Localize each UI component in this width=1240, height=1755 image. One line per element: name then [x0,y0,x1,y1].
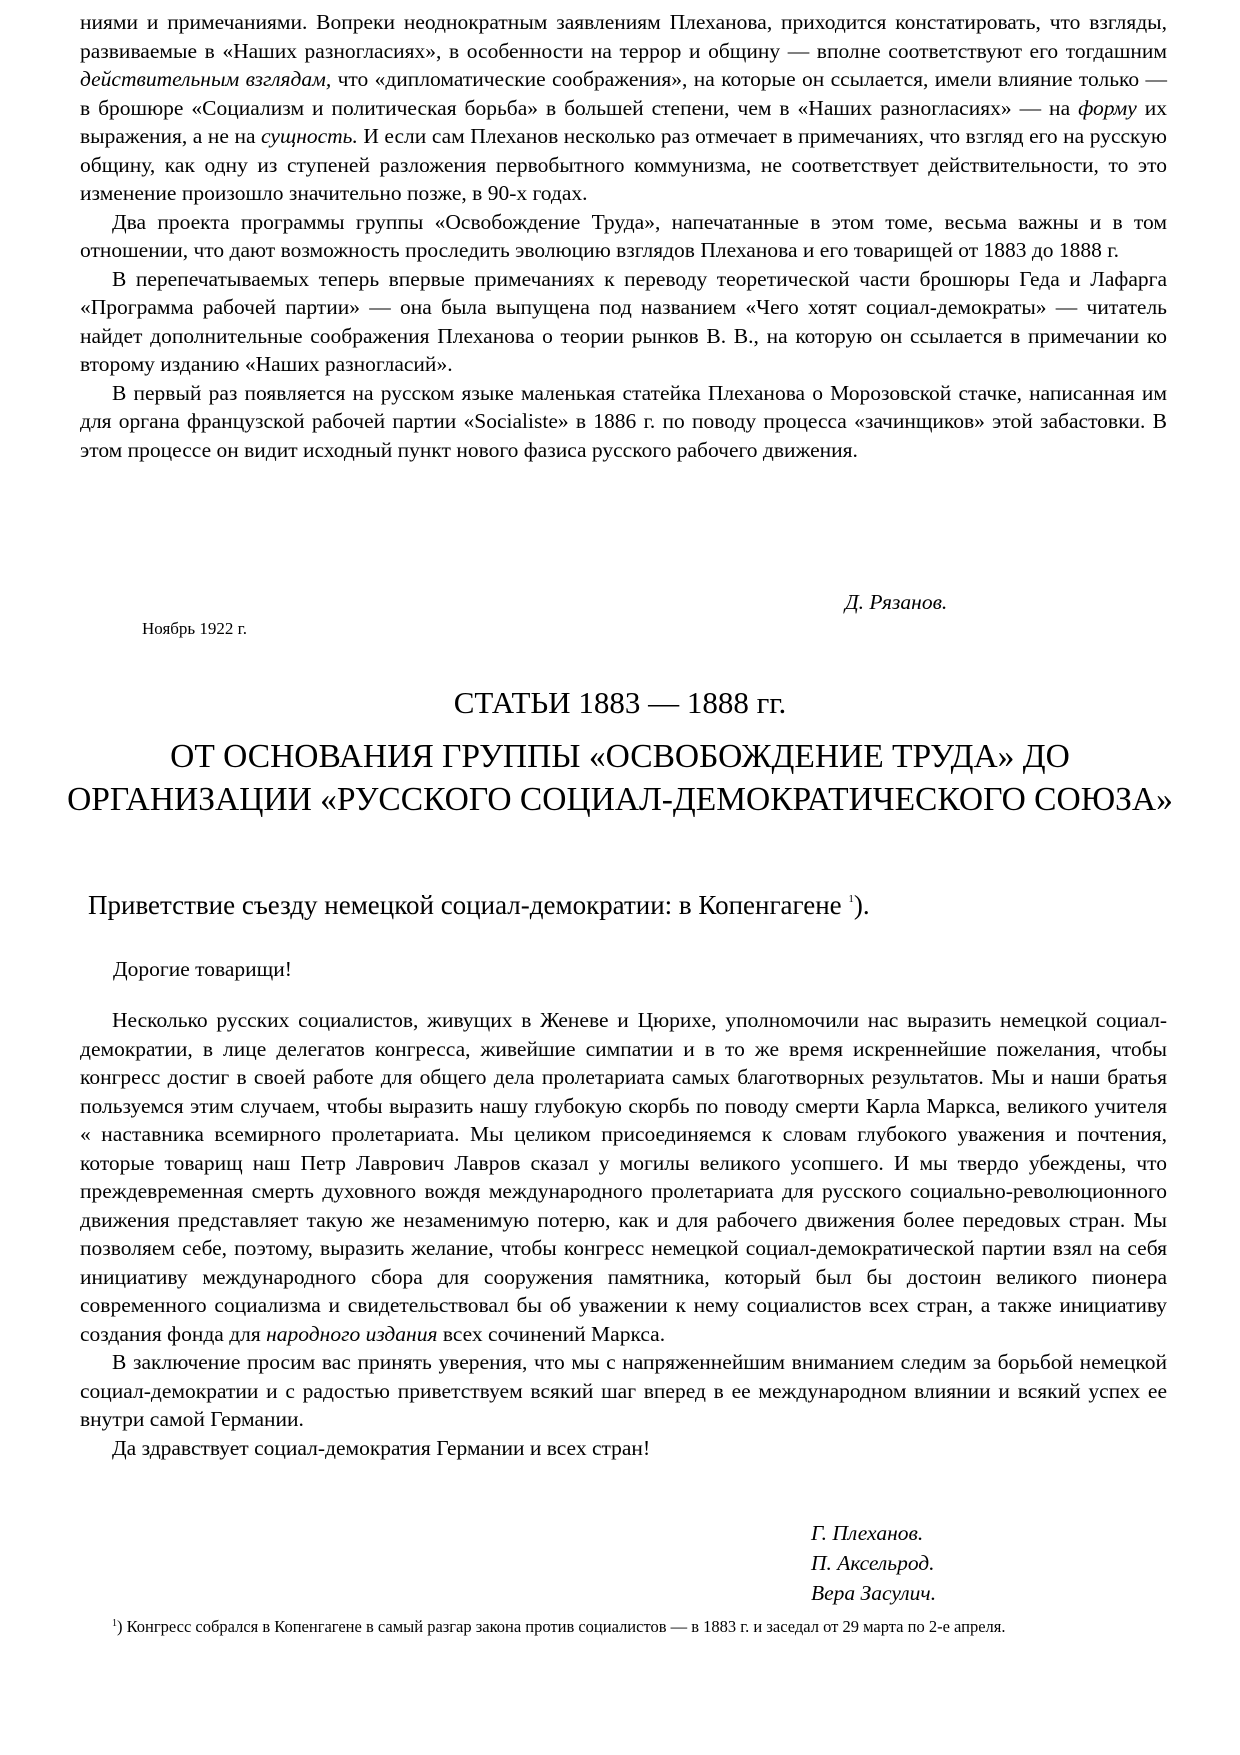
letter-paragraph-2: В заключение просим вас принять уверения, что мы с напряженнейшим вниманием следим за борьбой немецкой социал-демократии и с радостью приветствуем всякий шаг вперед в ее международном влиянии и всякий успех ее внутри самой Германии. [80,1350,1167,1431]
letter-paragraph-1: Несколько русских социалистов, живущих в Женеве и Цюрихе, уполномочили нас выразить немецкой социал-демократии, в лице делегатов конгресса, живейшие симпатии и в то же время искреннейшие пожелания, чтобы конгресс достиг в своей работе для общего дела пролетариата самых благотворных результатов. Мы и наши братья пользуемся этим случаем, чтобы выразить нашу глубокую скорбь по поводу смерти Карла Маркса, великого учителя « наставника всемирного пролетариата. Мы целиком присоединяемся к словам глубокого уважения и почтения, которые товарищ наш Петр Лаврович Лавров сказал у могилы великого усопшего. И мы твердо убеждены, что преждевременная смерть духовного вождя международного пролетариата для русского социально-революционного движения представляет такую же незаменимую потерю, как и для рабочего движения более передовых стран. Мы позволяем себе, поэтому, выразить желание, чтобы конгресс немецкой социал-демократической партии взял на себя инициативу международного сбора для сооружения памятника, который был бы достоин великого пионера современного социализма и свидетельствовал бы об уважении к нему социалистов всех стран, а также инициативу создания фонда для народного издания всех сочинений Маркса. [80,1008,1167,1346]
preface-paragraph-2: Два проекта программы группы «Освобождение Труда», напечатанные в этом томе, весьма важны и в том отношении, что дают возможность проследить эволюцию взглядов Плеханова и его товарищей от 1883 до 1888 г. [80,209,1167,262]
preface-text [80,8,1167,464]
part-heading: ОТ ОСНОВАНИЯ ГРУППЫ «ОСВОБОЖДЕНИЕ ТРУДА» ДО ОРГАНИЗАЦИИ «РУССКОГО СОЦИАЛ-ДЕМОКРАТИЧЕСКОГО СОЮЗА» [67,738,1173,818]
preface-paragraph-3: В перепечатываемых теперь впервые примечаниях к переводу теоретической части брошюры Геда и Лафарга «Программа рабочей партии» — она была выпущена под названием «Чего хотят социал-демократы» — читатель найдет дополнительные соображения Плеханова о теории рынков В. В., на которую он ссылается в примечании ко второму изданию «Наших разногласий». [80,266,1167,376]
footnote-marker: 1 [112,1618,117,1629]
preface-author: Д. Рязанов. [845,590,948,614]
article-title: Приветствие съезду немецкой социал-демократии: в Копенгагене $^1$). [88,890,870,920]
letter-signatories [811,1518,936,1608]
preface-paragraph-1: ниями и примечаниями. Вопреки неоднократным заявлениям Плеханова, приходится констатировать, что взгляды, развиваемые в «Наших разногласиях», в особенности на террор и общину — вполне соответствуют его тогдашним действительным взглядам, что «дипломатические соображения», на которые он ссылается, имели влияние только — в брошюре «Социализм и политическая борьба» в большей степени, чем в «Наших разногласиях» — на форму их выражения, а не на сущность. И если сам Плеханов несколько раз отмечает в примечаниях, что взгляд его на русскую общину, как одну из ступеней разложения первобытного коммунизма, не соответствует действительности, то это изменение произошло значительно позже, в 90-х годах. [80,10,1167,205]
letter-greeting: Дорогие товарищи! [113,957,292,981]
footnote-ref: 1 [848,893,854,905]
preface-date: Ноябрь 1922 г. [142,619,247,638]
signatory: Г. Плеханов. [811,1521,924,1545]
letter-paragraph-3: Да здравствует социал-демократия Германии и всех стран! [112,1435,651,1460]
signatory: П. Аксельрод. [811,1551,935,1575]
signatory: Вера Засулич. [811,1581,937,1605]
letter-text [80,1006,1167,1462]
footnote: $^1$) Конгресс собрался в Копенгагене в самый разгар закона против социалистов — в 1883 г. и заседал от 29 марта по 2-е апреля. [112,1617,1006,1636]
preface-paragraph-4: В первый раз появляется на русском языке маленькая статейка Плеханова о Морозовской стачке, написанная им для органа французской рабочей партии «Socialiste» в 1886 г. по поводу процесса «зачинщиков» этой забастовки. В этом процессе он видит исходный пункт нового фазиса русского рабочего движения. [80,380,1167,462]
series-heading: СТАТЬИ 1883 — 1888 гг. [453,685,787,720]
